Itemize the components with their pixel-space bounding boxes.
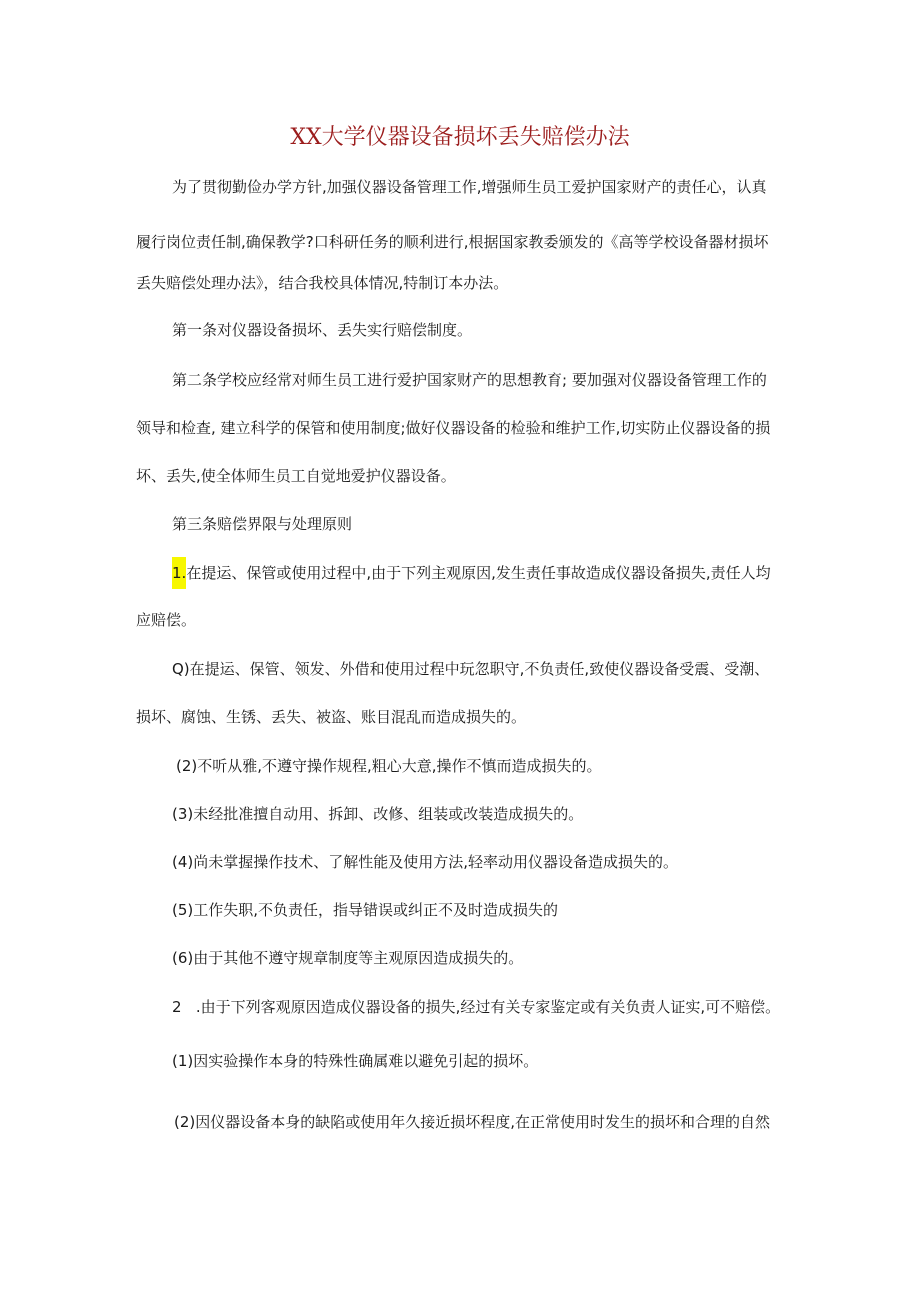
paragraph-line: 坏、丢失,使全体师生员工自觉地爱护仪器设备。 [136, 467, 456, 485]
list-item: (2)不听从雅,不遵守操作规程,粗心大意,操作不慎而造成损失的。 [176, 757, 602, 775]
list-item: (6)由于其他不遵守规章制度等主观原因造成损失的。 [172, 949, 524, 967]
paragraph-line: 第二条学校应经常对师生员工进行爱护国家财产的思想教育; 要加强对仪器设备管理工作的 [172, 371, 767, 389]
article-3-heading: 第三条赔偿界限与处理原则 [172, 515, 353, 533]
document-title: XX大学仪器设备损坏丢失赔偿办法 [290, 125, 630, 150]
item-1-text: 在提运、保管或使用过程中,由于下列主观原因,发生责任事故造成仪器设备损失,责任人均 [186, 564, 771, 582]
list-item: (3)未经批准擅自动用、拆卸、改修、组装或改装造成损失的。 [172, 805, 584, 823]
item-1-line [172, 563, 771, 583]
list-item: (5)工作失职,不负责任，指导错误或纠正不及时造成损失的 [172, 901, 559, 919]
paragraph-line: 丢失赔偿处理办法》，结合我校具体情况,特制订本办法。 [136, 274, 509, 292]
list-item: (2)因仪器设备本身的缺陷或使用年久接近损坏程度,在正常使用时发生的损坏和合理的自然 [174, 1113, 771, 1131]
paragraph-line: 应赔偿。 [136, 611, 197, 629]
paragraph-line: 为了贯彻勤俭办学方针,加强仪器设备管理工作,增强师生员工爱护国家财产的责任心，认真 [172, 178, 767, 196]
article-1: 第一条对仪器设备损坏、丢失实行赔偿制度。 [172, 321, 473, 339]
paragraph-line: 损坏、腐蚀、生锈、丢失、被盗、账目混乱而造成损失的。 [136, 708, 527, 726]
item-2-line: 2 .由于下列客观原因造成仪器设备的损失,经过有关专家鉴定或有关负责人证实,可不赔偿。 [172, 998, 781, 1016]
list-item: (1)因实验操作本身的特殊性确属难以避免引起的损坏。 [172, 1052, 539, 1070]
paragraph-line: Q)在提运、保管、领发、外借和使用过程中玩忽职守,不负责任,致使仪器设备受震、受潮、 [172, 660, 770, 678]
list-item: (4)尚未掌握操作技术、了解性能及使用方法,轻率动用仪器设备造成损失的。 [172, 853, 679, 871]
highlighted-number: 1. [172, 557, 186, 589]
paragraph-line: 领导和检查, 建立科学的保管和使用制度;做好仪器设备的检验和维护工作,切实防止仪器设备的损 [136, 419, 771, 437]
paragraph-line: 履行岗位责任制,确保教学?口科研任务的顺利进行,根据国家教委颁发的《高等学校设备器材损坏 [136, 233, 769, 251]
